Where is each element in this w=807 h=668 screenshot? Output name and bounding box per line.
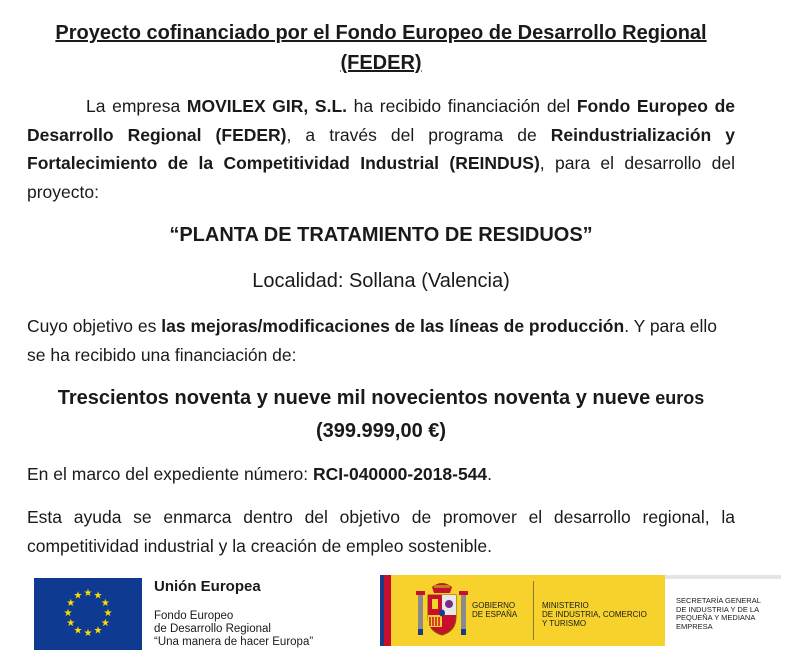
sec-line-3: PEQUEÑA Y MEDIANA [676,613,756,622]
gov-divider [533,581,534,640]
intro-text-2: ha recibido financiación del [347,96,577,116]
closing-paragraph: Esta ayuda se enmarca dentro del objetivo de promover el desarrollo regional, la competitividad industrial y la creación de empleo sostenible. [27,507,735,556]
svg-text:★: ★ [66,598,76,609]
coat-of-arms-icon [414,581,470,641]
svg-text:★: ★ [93,625,103,637]
gobierno-de-espana-label [472,601,517,619]
svg-text:★: ★ [100,598,110,609]
gob-line-2: DE ESPAÑA [472,610,518,619]
intro-text-1: La empresa [86,96,187,116]
intro-paragraph [27,92,735,206]
eu-flag-icon [34,578,142,650]
svg-text:★: ★ [103,608,113,619]
funding-amount [27,382,735,448]
ministry-label [542,601,647,628]
eu-name: Unión Europea [154,578,261,595]
file-number: RCI-040000-2018-544 [313,464,488,484]
objective-bold: las mejoras/modificaciones de las líneas de producción [161,316,625,336]
file-text-2: . [487,464,493,484]
sec-line-4: EMPRESA [676,621,713,631]
svg-text:★: ★ [66,618,76,629]
min-line-2: DE INDUSTRIA, COMERCIO [542,610,647,619]
svg-text:★: ★ [73,590,83,602]
project-name: “PLANTA DE TRATAMIENTO DE RESIDUOS” [169,224,593,246]
svg-text:★: ★ [63,608,73,619]
spain-government-logo [380,575,781,646]
svg-text:★: ★ [83,628,93,639]
sec-line-2: DE INDUSTRIA Y DE LA [676,604,760,614]
intro-text-4: , para el desarrollo del proyecto: [27,153,735,202]
objective-text-1: Cuyo objetivo es [27,316,162,336]
document-title [30,18,732,78]
amount-number: (399.999,00 €) [315,420,447,442]
amount-words: Trescientos noventa y nueve mil novecientos noventa y nueve [57,387,651,409]
file-text-1: En el marco del expediente número: [27,464,313,484]
svg-text:★: ★ [73,625,83,637]
objective-text-2: . Y para ello se ha recibido una financiación de: [27,316,717,365]
gob-line-1: GOBIERNO [472,601,516,610]
file-paragraph [27,460,735,489]
sec-line-1: SECRETARÍA GENERAL [676,596,761,605]
fund-name: Fondo Europeo de Desarrollo Regional (FEDER) [27,96,735,145]
eu-line-2: de Desarrollo Regional [154,623,271,635]
min-line-1: MINISTERIO [542,601,589,610]
objective-paragraph [27,312,735,369]
min-line-3: Y TURISMO [542,619,587,628]
amount-currency: euros [650,388,705,408]
eu-subtitle [154,610,313,649]
svg-text:★: ★ [100,618,110,629]
title-line-1: Proyecto cofinanciado por el Fondo Europeo de Desarrollo Regional [55,22,707,44]
svg-text:★: ★ [93,590,103,602]
eu-line-3: “Una manera de hacer Europa” [154,636,314,648]
title-line-2: (FEDER) [340,52,422,74]
intro-text-3: , a través del programa de [286,124,551,145]
svg-text:★: ★ [83,588,93,599]
spain-flag-stripe-icon [380,575,402,646]
eu-logo [34,578,334,652]
company-name: MOVILEX GIR, S.L. [186,96,348,116]
locality: Localidad: Sollana (Valencia) [252,270,510,292]
eu-line-1: Fondo Europeo [154,610,234,622]
secretaria-label [676,597,761,631]
program-name: Reindustrialización y Fortalecimiento de la Competitividad Industrial (REINDUS) [27,124,735,173]
